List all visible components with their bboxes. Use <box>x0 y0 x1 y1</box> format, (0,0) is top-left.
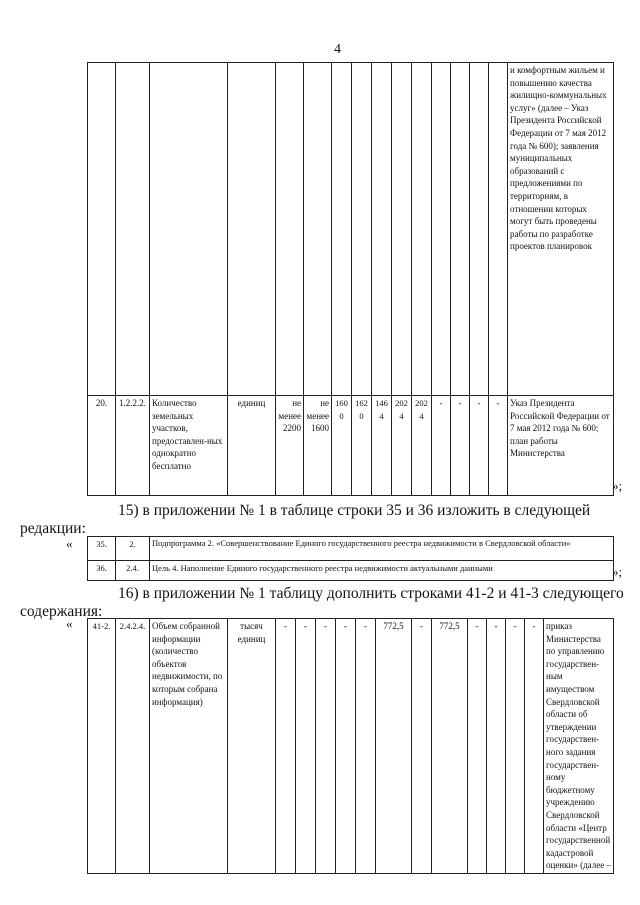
value-cell: - <box>412 619 432 874</box>
table-row <box>88 537 614 561</box>
indicator-name: Количество земельных участков, предоставлен-ных однократно бесплатно <box>150 396 228 496</box>
value-cell: 1620 <box>352 396 372 496</box>
row-code: 1.2.2.2. <box>116 396 150 496</box>
paragraph-15-line2: редакции: <box>20 520 86 537</box>
value-cell: 772,5 <box>432 619 468 874</box>
subprogram-table <box>87 536 614 581</box>
source-cell: Указ Президента Российской Федерации от 7 мая 2012 года № 600; план работы Министерства <box>508 396 614 496</box>
value-cell: 2024 <box>392 396 412 496</box>
table-row <box>88 396 614 496</box>
table-row <box>88 561 614 581</box>
value-cell: - <box>506 619 525 874</box>
paragraph-16-line2: содержания: <box>20 603 103 620</box>
indicator-name: Объем собранной информации (количество объектов недвижимости, по которым собрана информация) <box>150 619 228 874</box>
value-cell: - <box>451 396 470 496</box>
indicators-table-continued <box>87 62 614 496</box>
closing-quote: »; <box>612 478 623 493</box>
value-cell: - <box>468 619 487 874</box>
new-rows-table <box>87 618 614 874</box>
table-row <box>88 63 614 396</box>
paragraph-16-line1: 16) в приложении № 1 таблицу дополнить строками 41-2 и 41-3 следующего <box>118 585 624 602</box>
value-cell: 1600 <box>332 396 352 496</box>
row-number: 20. <box>88 396 116 496</box>
value-cell: - <box>316 619 336 874</box>
value-cell: - <box>489 396 508 496</box>
value-cell: - <box>296 619 316 874</box>
row-code: 2.4. <box>116 561 150 581</box>
value-cell: не менее 2200 <box>276 396 304 496</box>
value-cell: - <box>487 619 506 874</box>
value-cell: - <box>336 619 356 874</box>
source-cell: и комфортным жильем и повышению качества жилищно-коммунальных услуг» (далее – Указ Президента Российской Федерации от 7 мая 2012 года № 600); заявления муниципальных образований с предложениями по территориям, в отношении которых могут быть проведены работы по разработке проектов планировок <box>508 63 614 396</box>
row-number: 35. <box>88 537 116 561</box>
value-cell: 1464 <box>372 396 392 496</box>
row-code: 2.4.2.4. <box>116 619 150 874</box>
value-cell: 772,5 <box>376 619 412 874</box>
unit-cell: тысяч единиц <box>228 619 276 874</box>
paragraph-15-line1: 15) в приложении № 1 в таблице строки 35 и 36 изложить в следующей <box>118 502 591 519</box>
row-number: 36. <box>88 561 116 581</box>
opening-quote: « <box>66 616 73 631</box>
value-cell: - <box>470 396 489 496</box>
opening-quote: « <box>66 536 73 551</box>
value-cell: 2024 <box>412 396 432 496</box>
value-cell: - <box>276 619 296 874</box>
row-number: 41-2. <box>88 619 116 874</box>
closing-quote: »; <box>612 564 623 579</box>
subprogram-title: Подпрограмма 2. «Совершенствование Единого государственного реестра недвижимости в Свердловской области» <box>150 537 614 561</box>
value-cell: не менее 1600 <box>304 396 332 496</box>
goal-title: Цель 4. Наполнение Единого государственного реестра недвижимости актуальными данными <box>150 561 614 581</box>
row-code: 2. <box>116 537 150 561</box>
source-cell: приказ Министерства по управлению государствен-ным имуществом Свердловской области об утверждении государствен-ного задания государствен-ному бюджетному учреждению Свердловской области «Центр государственной кадастровой оценки» (далее – <box>544 619 614 874</box>
unit-cell: единиц <box>228 396 276 496</box>
value-cell: - <box>356 619 376 874</box>
page-number: 4 <box>334 42 341 57</box>
table-row <box>88 619 614 874</box>
value-cell: - <box>432 396 451 496</box>
value-cell: - <box>525 619 544 874</box>
